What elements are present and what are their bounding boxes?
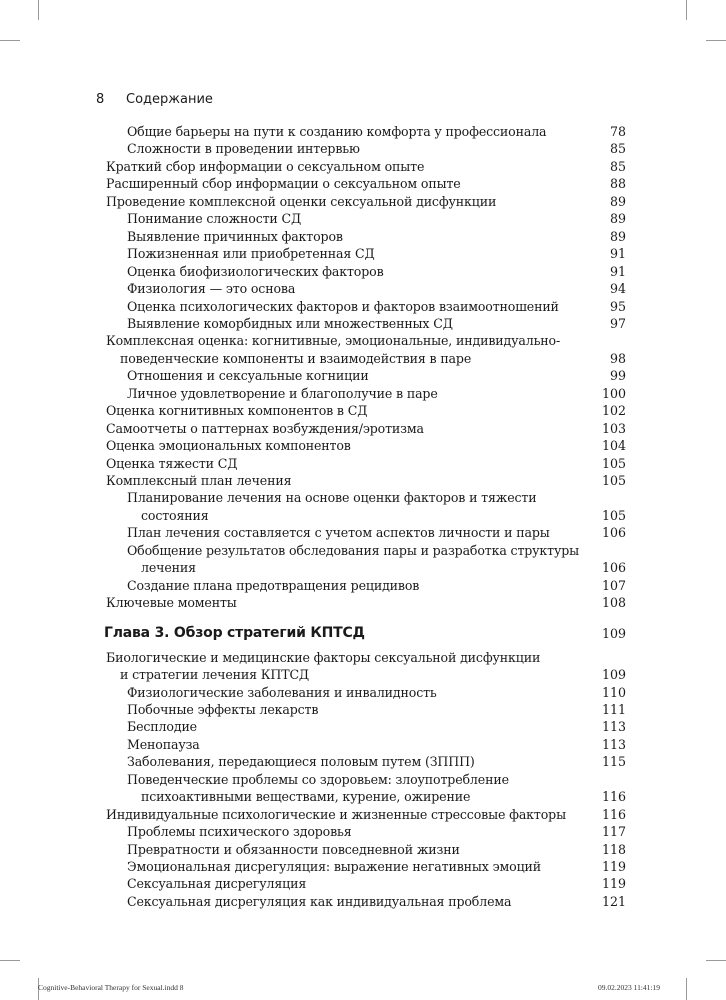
toc-entry-page: 105 — [601, 473, 626, 488]
chapter-page: 109 — [601, 625, 626, 641]
toc-entry-title: Выявление коморбидных или множественных СД — [127, 315, 453, 331]
crop-mark — [0, 960, 20, 961]
toc-entry-title: Менопауза — [127, 736, 200, 752]
crop-mark — [0, 40, 20, 41]
toc-entry-page: 119 — [601, 876, 626, 892]
toc-entry-title: Обобщение результатов обследования пары и разработка структуры — [127, 542, 580, 558]
toc-entry-title: Физиология — это основа — [127, 281, 296, 297]
toc-entry-page: 89 — [609, 228, 626, 244]
toc-entry-page: 95 — [609, 298, 626, 314]
toc-entry-title: Оценка тяжести СД — [106, 455, 238, 471]
toc-entry-title: психоактивными веществами, курение, ожирение — [141, 789, 471, 805]
toc-entry-page: 111 — [601, 701, 626, 717]
toc-entry-page: 105 — [601, 507, 626, 523]
toc-entry-page: 106 — [601, 525, 626, 541]
toc-entry-title: Расширенный сбор информации о сексуальном опыте — [106, 176, 461, 192]
toc-entry-title: Оценка эмоциональных компонентов — [106, 438, 351, 454]
toc-entry-title: Пожизненная или приобретенная СД — [127, 246, 375, 262]
toc-entry-page: 98 — [609, 350, 626, 366]
crop-mark — [686, 0, 687, 20]
toc-entry-title: Оценка биофизиологических факторов — [127, 263, 384, 279]
page-number: 8 — [96, 92, 105, 107]
toc-entry-page: 108 — [601, 595, 626, 611]
toc-entry-page: 116 — [601, 806, 626, 822]
toc-entry-title: Побочные эффекты лекарств — [127, 701, 319, 717]
toc-entry-page: 89 — [609, 211, 626, 227]
toc-entry-title: Эмоциональная дисрегуляция: выражение негативных эмоций — [127, 859, 542, 874]
toc-entry-page: 116 — [601, 789, 626, 805]
toc-entry-page: 89 — [609, 193, 626, 209]
toc-entry-title: Физиологические заболевания и инвалидность — [127, 684, 437, 700]
toc-entry-title: Заболевания, передающиеся половым путем (ЗППП) — [127, 754, 475, 770]
toc-entry-title: поведенческие компоненты и взаимодействия в паре — [120, 350, 472, 366]
toc-entry-title: Самоотчеты о паттернах возбуждения/эротизма — [106, 420, 424, 436]
crop-mark — [38, 0, 39, 20]
toc-entry-page: 94 — [609, 281, 626, 297]
toc-entry-page: 91 — [609, 263, 626, 279]
footer-file: Cognitive-Behavioral Therapy for Sexual.indd 8 — [38, 983, 184, 992]
toc-entry-title: Понимание сложности СД — [127, 211, 302, 227]
toc-entry-page: 105 — [601, 455, 626, 471]
toc-entry-page: 110 — [601, 684, 626, 700]
toc-entry-title: Общие барьеры на пути к созданию комфорта у профессионала — [127, 124, 547, 139]
toc-entry-page: 99 — [609, 368, 626, 384]
toc-entry-page: 102 — [601, 403, 626, 419]
toc-entry-title: Проблемы психического здоровья — [127, 824, 352, 840]
toc-entry-title: Превратности и обязанности повседневной жизни — [127, 841, 460, 857]
toc-entry-page: 106 — [601, 560, 626, 576]
toc-entry-page: 117 — [601, 824, 626, 840]
footer-timestamp: 09.02.2023 11:41:19 — [598, 983, 661, 992]
toc-entry-page: 109 — [601, 667, 626, 683]
toc-entry-title: Личное удовлетворение и благополучие в паре — [127, 385, 438, 401]
toc-entry-page: 107 — [601, 577, 626, 593]
toc-entry-title: Бесплодие — [127, 719, 197, 735]
toc-entry-title: Оценка психологических факторов и факторов взаимоотношений — [127, 298, 559, 314]
toc-entry-page: 97 — [609, 315, 626, 331]
toc-entry-page: 119 — [601, 859, 626, 874]
toc-entry-title: Ключевые моменты — [106, 595, 237, 611]
toc-entry-title: План лечения составляется с учетом аспектов личности и пары — [127, 525, 550, 541]
toc-entry-title: Создание плана предотвращения рецидивов — [127, 577, 420, 593]
toc-entry-title: Краткий сбор информации о сексуальном опыте — [106, 158, 425, 174]
toc-entry-page: 91 — [609, 246, 626, 262]
toc-entry-page: 118 — [601, 841, 626, 857]
toc-entry-title: и стратегии лечения КПТСД — [120, 667, 310, 683]
toc-entry-title: Отношения и сексуальные когниции — [127, 368, 369, 384]
crop-mark — [686, 978, 687, 1000]
toc-entry-page: 103 — [601, 420, 626, 436]
toc-entry-title: Комплексная оценка: когнитивные, эмоциональные, индивидуально- — [106, 333, 561, 349]
toc-entry-title: Биологические и медицинские факторы сексуальной дисфункции — [106, 649, 541, 665]
toc-entry-page: 85 — [609, 141, 626, 157]
toc-entry-page: 113 — [601, 719, 626, 735]
toc-entry-title: Индивидуальные психологические и жизненные стрессовые факторы — [106, 806, 566, 822]
toc-entry-title: Планирование лечения на основе оценки факторов и тяжести — [127, 490, 537, 506]
crop-mark — [706, 960, 726, 961]
toc-entry-page: 85 — [609, 158, 626, 174]
toc-entry-title: Сексуальная дисрегуляция — [127, 876, 307, 892]
toc-entry-title: Проведение комплексной оценки сексуальной дисфункции — [106, 193, 497, 209]
toc-entry-page: 78 — [609, 124, 626, 139]
header-title: Содержание — [126, 92, 213, 107]
toc-entry-title: Сексуальная дисрегуляция как индивидуальная проблема — [127, 893, 512, 909]
chapter-heading: Глава 3. Обзор стратегий КПТСД — [104, 624, 365, 641]
toc-entry-page: 115 — [601, 754, 626, 770]
toc-entry-page: 121 — [601, 893, 626, 909]
toc-entry-page: 113 — [601, 736, 626, 752]
toc-entry-title: состояния — [141, 507, 209, 523]
toc-entry-title: лечения — [141, 560, 196, 576]
toc-entry-title: Выявление причинных факторов — [127, 228, 343, 244]
toc-entry-page: 88 — [609, 176, 626, 192]
toc-entry-page: 100 — [601, 385, 626, 401]
toc-entry-title: Комплексный план лечения — [106, 473, 292, 488]
running-header — [96, 92, 213, 107]
toc-entry-page: 104 — [601, 438, 626, 454]
toc-entry-title: Оценка когнитивных компонентов в СД — [106, 403, 368, 419]
crop-mark — [706, 40, 726, 41]
toc-entry-title: Поведенческие проблемы со здоровьем: злоупотребление — [127, 771, 509, 787]
toc-entry-title: Сложности в проведении интервью — [127, 141, 360, 157]
